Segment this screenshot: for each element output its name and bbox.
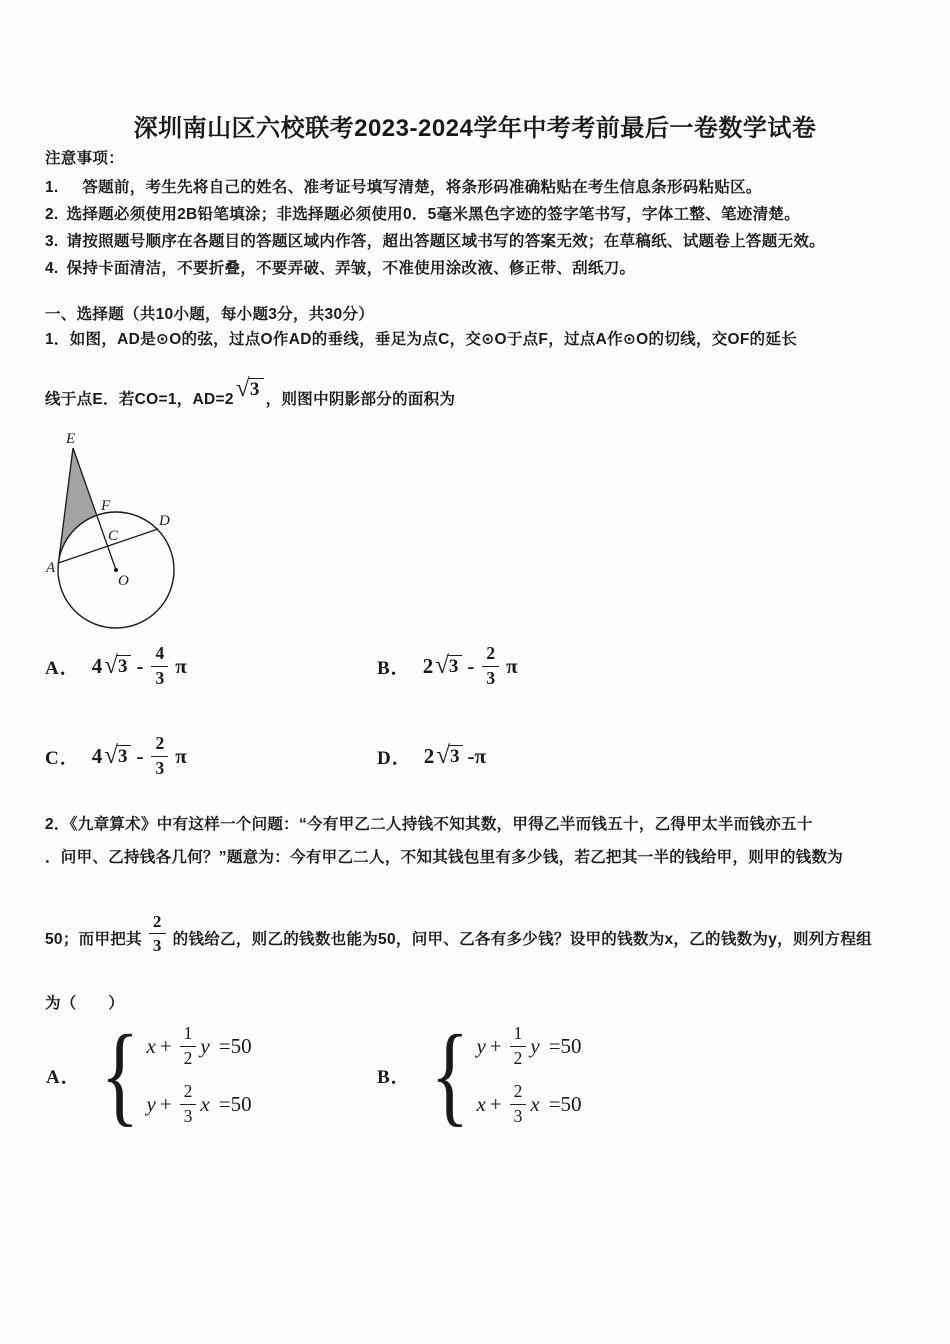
q1-option-c <box>45 726 187 786</box>
minus-sign: - <box>136 743 144 768</box>
fraction-numerator: 2 <box>152 912 162 931</box>
notice-item-1 <box>45 176 762 200</box>
label-A: A <box>46 560 56 576</box>
q1-option-d <box>377 726 486 786</box>
variable: x <box>200 1091 210 1116</box>
coefficient-fraction <box>510 1025 527 1067</box>
equals-value: =50 <box>218 1091 252 1116</box>
section1-heading: 一、选择题（共10小题，每小题3分，共30分） <box>45 306 375 323</box>
option-a-label: A． <box>46 1066 81 1088</box>
q1-line2-pre: 线于点E．若CO=1，AD=2 <box>45 391 234 408</box>
label-O: O <box>118 573 129 589</box>
q1-line2-post: ，则图中阴影部分的面积为 <box>265 391 456 408</box>
option-a-radical <box>104 652 131 679</box>
option-b-label: B． <box>377 1066 411 1088</box>
equals-value: =50 <box>548 1091 582 1116</box>
option-c-fraction <box>151 735 168 777</box>
notice-item-2-number: 2. <box>45 206 59 223</box>
plus-sign: + <box>159 1091 172 1116</box>
fraction-denominator: 3 <box>180 1104 197 1126</box>
equation-rows <box>476 1021 581 1129</box>
fraction-denominator: 3 <box>510 1104 527 1126</box>
pi-symbol: π <box>175 653 187 678</box>
option-d-radical <box>436 742 463 769</box>
radical-sign-icon: √ <box>435 652 449 679</box>
option-b-coefficient: 2 <box>422 653 434 678</box>
radical-sign-icon: √ <box>104 652 118 679</box>
equation-rows <box>147 1021 252 1129</box>
q2-text-line1: 2．《九章算术》中有这样一个问题：“今有甲乙二人持钱不知其数，甲得乙半而钱五十，乙得甲太半而钱亦五十 <box>45 816 813 833</box>
coefficient-fraction <box>180 1083 197 1125</box>
equals-value: =50 <box>548 1033 582 1058</box>
minus-sign: - <box>467 653 475 678</box>
notice-item-3-text: 请按照题号顺序在各题目的答题区域内作答，超出答题区域书写的答案无效；在草稿纸、试题卷上答题无效。 <box>66 233 825 250</box>
notice-item-1-text: 答题前，考生先将自己的姓名、准考证号填写清楚，将条形码准确粘贴在考生信息条形码粘贴区。 <box>66 179 762 196</box>
fraction-denominator: 3 <box>482 666 499 688</box>
q2-inline-fraction <box>149 913 166 954</box>
radicand: 3 <box>116 745 132 767</box>
q1-option-a <box>45 636 187 696</box>
option-a-fraction <box>151 645 168 687</box>
radicand: 3 <box>447 655 463 677</box>
notice-item-3 <box>45 230 825 254</box>
left-brace-icon: { <box>100 1013 139 1137</box>
notice-item-4-text: 保持卡面清洁，不要折叠，不要弄破、弄皱，不准使用涂改液、修正带、刮纸刀。 <box>66 260 636 277</box>
notice-item-2-text: 选择题必须使用2B铅笔填涂；非选择题必须使用0．5毫米黑色字迹的签字笔书写，字体工整、笔迹清楚。 <box>66 206 800 223</box>
fraction-denominator: 2 <box>180 1046 197 1068</box>
coefficient-fraction <box>180 1025 197 1067</box>
notice-item-4 <box>45 257 635 281</box>
q2-line3-pre: 50；而甲把其 <box>45 931 142 948</box>
equals-value: =50 <box>218 1033 252 1058</box>
variable: y <box>476 1033 486 1058</box>
variable: x <box>530 1091 540 1116</box>
equation-row-2 <box>476 1079 581 1129</box>
fraction-numerator: 1 <box>183 1023 193 1043</box>
variable: y <box>146 1091 156 1116</box>
fraction-numerator: 2 <box>155 733 165 753</box>
variable: x <box>476 1091 486 1116</box>
option-d-coefficient: 2 <box>423 743 435 768</box>
radical-sign-icon: √ <box>235 375 250 402</box>
option-c-coefficient: 4 <box>91 743 103 768</box>
q2-option-b-system <box>377 1013 582 1137</box>
minus-sign: - <box>136 653 144 678</box>
option-a-label: A． <box>45 657 80 679</box>
sqrt-3-radical <box>235 375 264 402</box>
label-D: D <box>159 513 170 529</box>
coefficient-fraction <box>510 1083 527 1125</box>
plus-sign: + <box>489 1091 502 1116</box>
variable: y <box>530 1033 540 1058</box>
option-b-label: B． <box>377 657 411 679</box>
radicand: 3 <box>448 745 464 767</box>
option-b-radical <box>435 652 462 679</box>
radicand: 3 <box>248 378 264 400</box>
left-brace-icon: { <box>430 1013 469 1137</box>
notice-item-1-number: 1. <box>45 179 59 196</box>
q2-line3-post: 的钱给乙，则乙的钱数也能为50，问甲、乙各有多少钱？设甲的钱数为x，乙的钱数为y，则列方程组 <box>172 931 872 948</box>
label-F: F <box>101 498 111 514</box>
pi-symbol: -π <box>467 743 486 768</box>
fraction-numerator: 2 <box>183 1081 193 1101</box>
q2-text-line3 <box>45 898 872 955</box>
fraction-denominator: 3 <box>149 933 166 954</box>
q2-text-line4: 为（ ） <box>45 995 125 1012</box>
label-C: C <box>108 528 119 544</box>
q1-figure <box>45 428 235 636</box>
q1-option-b <box>377 636 518 696</box>
notice-item-3-number: 3. <box>45 233 59 250</box>
fraction-numerator: 1 <box>513 1023 523 1043</box>
q2-text-line2: ．问甲、乙持钱各几何？”题意为：今有甲乙二人，不知其钱包里有多少钱，若乙把其一半的钱给甲，则甲的钱数为 <box>45 849 844 866</box>
pi-symbol: π <box>506 653 518 678</box>
fraction-numerator: 2 <box>486 643 496 663</box>
notice-item-2 <box>45 203 800 227</box>
fraction-numerator: 2 <box>513 1081 523 1101</box>
notice-item-4-number: 4. <box>45 260 59 277</box>
equation-row-1 <box>476 1021 581 1071</box>
plus-sign: + <box>159 1033 172 1058</box>
option-c-label: C． <box>45 747 80 769</box>
q1-text-line2 <box>45 375 456 412</box>
fraction-denominator: 3 <box>151 756 168 778</box>
option-b-fraction <box>482 645 499 687</box>
fraction-denominator: 3 <box>151 666 168 688</box>
equation-row-1 <box>147 1021 252 1071</box>
center-point-dot <box>114 568 118 572</box>
q2-option-a-system <box>46 1013 252 1137</box>
option-c-radical <box>104 742 131 769</box>
equation-row-2 <box>147 1079 252 1129</box>
plus-sign: + <box>489 1033 502 1058</box>
variable: y <box>200 1033 210 1058</box>
fraction-numerator: 4 <box>155 643 165 663</box>
q1-text-line1: 1．如图，AD是⊙O的弦，过点O作AD的垂线，垂足为点C，交⊙O于点F，过点A作⊙O的切线，交OF的延长 <box>45 331 798 348</box>
label-E: E <box>66 431 76 447</box>
option-d-label: D． <box>377 747 412 769</box>
variable: x <box>146 1033 156 1058</box>
pi-symbol: π <box>175 743 187 768</box>
fraction-denominator: 2 <box>510 1046 527 1068</box>
page-title: 深圳南山区六校联考2023-2024学年中考考前最后一卷数学试卷 <box>133 115 817 142</box>
notice-heading: 注意事项： <box>45 150 125 167</box>
radical-sign-icon: √ <box>436 742 450 769</box>
option-a-coefficient: 4 <box>91 653 103 678</box>
radical-sign-icon: √ <box>104 742 118 769</box>
radicand: 3 <box>116 655 132 677</box>
